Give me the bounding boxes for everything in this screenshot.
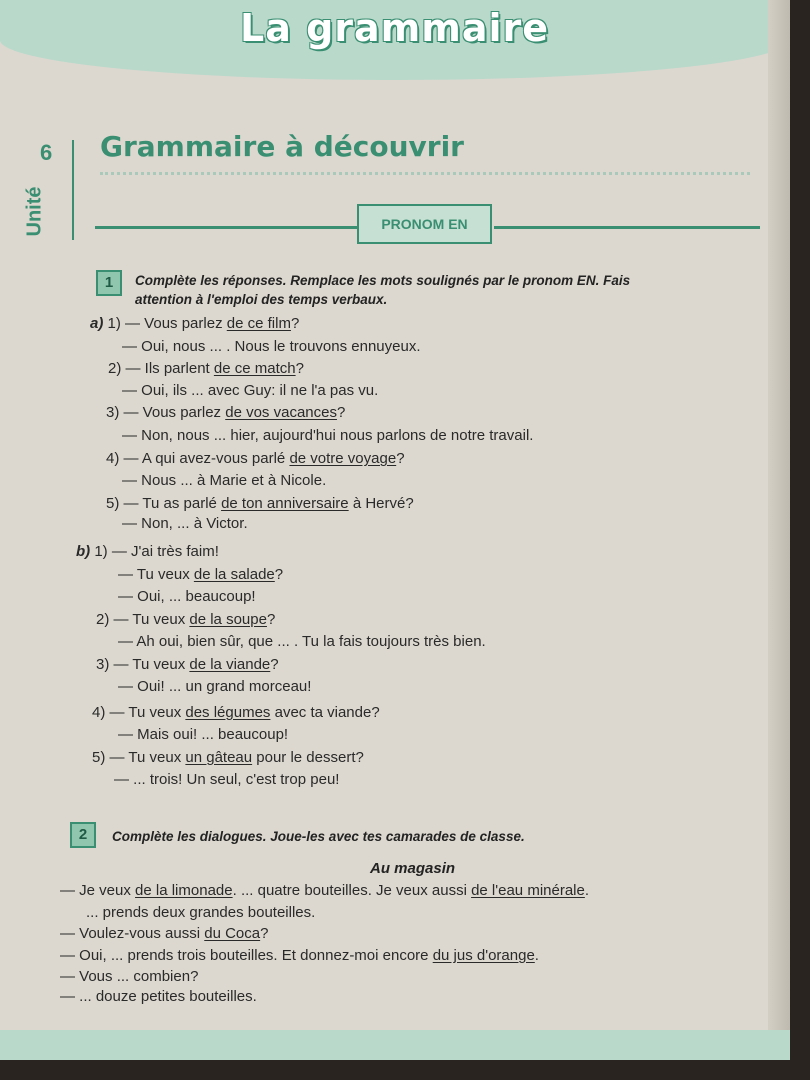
line-text: — Vous ... combien? — [60, 968, 199, 985]
exercise-line — [90, 315, 299, 332]
rule-right — [494, 226, 760, 229]
exercise-line — [122, 472, 326, 489]
underlined-phrase: de la limonade — [135, 882, 233, 899]
line-text: ? — [396, 450, 405, 467]
line-text: ? — [274, 566, 284, 583]
line-text: — Oui, nous ... . Nous le trouvons ennuyeux. — [122, 338, 421, 355]
line-text: 4) — A qui avez-vous parlé — [106, 450, 290, 467]
line-text: — ... trois! Un seul, c'est trop peu! — [114, 771, 340, 788]
line-text: — Oui, ... prends trois bouteilles. Et donnez-moi encore — [60, 947, 433, 964]
line-text: — Voulez-vous aussi — [60, 925, 205, 942]
line-text: 4) — Tu veux — [92, 704, 186, 721]
line-text: ? — [290, 315, 300, 332]
underlined-phrase: du jus d'orange — [432, 947, 535, 964]
line-text: ? — [295, 360, 304, 377]
unit-marker — [22, 140, 72, 250]
line-text: — Non, nous ... hier, aujourd'hui nous parlons de notre travail. — [122, 427, 534, 444]
exercise-line — [60, 968, 198, 985]
exercise-line — [118, 633, 486, 650]
exercise-line — [106, 404, 345, 421]
line-text: 1) — J'ai très faim! — [90, 543, 219, 560]
exercise-1-instruction-line1: Complète les réponses. Remplace les mots soulignés par le pronom EN. Fais — [135, 273, 631, 288]
exercise-line — [60, 882, 589, 899]
page-edge — [768, 0, 790, 1060]
line-text: ... prends deux grandes bouteilles. — [86, 904, 316, 921]
exercise-line — [60, 925, 268, 942]
exercise-line — [122, 515, 248, 532]
underlined-phrase: un gâteau — [185, 749, 253, 766]
line-text: — Oui! ... un grand morceau! — [118, 678, 312, 695]
underlined-phrase: de la viande — [189, 656, 271, 673]
underlined-phrase: de la soupe — [189, 611, 267, 628]
exercise-line — [92, 749, 364, 766]
underlined-phrase: du Coca — [204, 925, 261, 942]
dialogue-subtitle: Au magasin — [370, 860, 456, 877]
underlined-phrase: de votre voyage — [289, 450, 397, 467]
exercise-line — [108, 360, 304, 377]
exercise-line — [118, 678, 311, 695]
exercise-line — [122, 338, 421, 355]
exercise-1-instruction-line2: attention à l'emploi des temps verbaux. — [135, 292, 388, 307]
line-text: — Tu veux — [118, 566, 194, 583]
line-text: pour le dessert? — [252, 749, 364, 766]
line-text: — Oui, ... beaucoup! — [118, 588, 256, 605]
line-text: ? — [336, 404, 346, 421]
underlined-phrase: de ce match — [213, 360, 296, 377]
line-text: — Oui, ils ... avec Guy: il ne l'a pas vu. — [122, 382, 379, 399]
line-text: — Mais oui! ... beaucoup! — [118, 726, 289, 743]
exercise-line — [114, 771, 339, 788]
exercise-line — [118, 588, 256, 605]
line-text: 2) — Tu veux — [96, 611, 190, 628]
exercise-line — [122, 382, 378, 399]
banner-title: La grammaire — [240, 6, 550, 50]
line-text: ? — [266, 611, 276, 628]
line-text: . — [534, 947, 539, 964]
line-text: . ... quatre bouteilles. Je veux aussi — [232, 882, 472, 899]
exercise-line — [106, 450, 405, 467]
exercise-line — [106, 495, 414, 512]
line-text: — ... douze petites bouteilles. — [60, 988, 257, 1005]
underlined-phrase: de vos vacances — [225, 404, 337, 421]
underlined-phrase: de ton anniversaire — [221, 495, 349, 512]
bottom-strip — [0, 1030, 790, 1060]
exercise-line — [76, 543, 219, 560]
underlined-phrase: des légumes — [185, 704, 271, 721]
line-text: 1) — Vous parlez — [103, 315, 227, 332]
exercise-2-number: 2 — [70, 822, 96, 848]
underlined-phrase: de ce film — [226, 315, 291, 332]
exercise-line — [96, 611, 275, 628]
exercise-line — [122, 427, 533, 444]
chapter-banner — [0, 0, 790, 80]
rule-left — [95, 226, 357, 229]
line-text: ? — [270, 656, 279, 673]
section-heading: Grammaire à découvrir — [100, 130, 464, 163]
exercise-line — [118, 566, 283, 583]
exercise-line — [86, 904, 315, 921]
underlined-phrase: de l'eau minérale — [471, 882, 585, 899]
exercise-line — [60, 947, 539, 964]
part-label: a) — [90, 315, 104, 332]
topic-box: PRONOM EN — [357, 204, 492, 244]
line-text: 5) — Tu veux — [92, 749, 186, 766]
dotted-divider — [100, 172, 750, 175]
line-text: à Hervé? — [348, 495, 414, 512]
unit-label: Unité — [23, 186, 46, 237]
exercise-line — [60, 988, 257, 1005]
line-text: 2) — Ils parlent — [108, 360, 214, 377]
line-text: . — [584, 882, 590, 899]
line-text: — Ah oui, bien sûr, que ... . Tu la fais toujours très bien. — [118, 633, 486, 650]
exercise-line — [92, 704, 380, 721]
part-label: b) — [76, 543, 91, 560]
line-text: 5) — Tu as parlé — [106, 495, 222, 512]
exercise-line — [96, 656, 279, 673]
line-text: ? — [260, 925, 269, 942]
unit-number: 6 — [40, 140, 53, 165]
line-text: 3) — Vous parlez — [106, 404, 226, 421]
line-text: — Non, ... à Victor. — [122, 515, 248, 532]
unit-divider — [72, 140, 74, 240]
line-text: avec ta viande? — [270, 704, 380, 721]
exercise-2-instruction: Complète les dialogues. Joue-les avec tes camarades de classe. — [112, 829, 525, 844]
line-text: — Je veux — [60, 882, 136, 899]
line-text: 3) — Tu veux — [96, 656, 190, 673]
exercise-1-number: 1 — [96, 270, 122, 296]
underlined-phrase: de la salade — [193, 566, 275, 583]
exercise-line — [118, 726, 288, 743]
line-text: — Nous ... à Marie et à Nicole. — [122, 472, 327, 489]
